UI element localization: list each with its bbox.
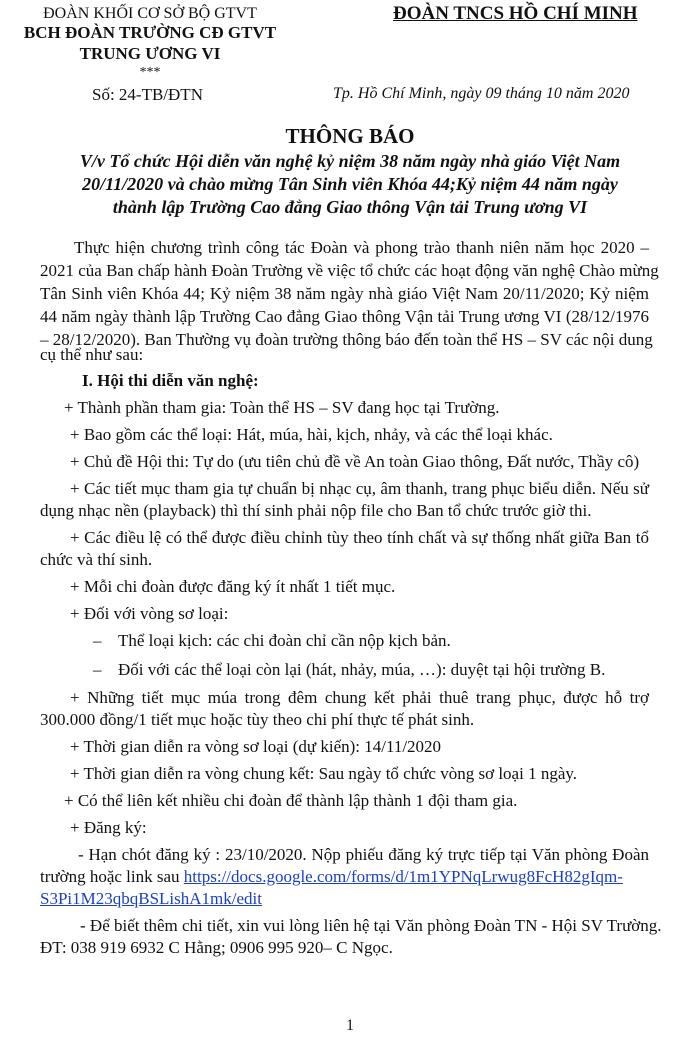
item-theme: + Chủ đề Hội thi: Tự do (ưu tiên chủ đề về An toàn Giao thông, Đất nước, Thầy cô) (70, 452, 640, 471)
item-contact: - Để biết thêm chi tiết, xin vui lòng liên hệ tại Văn phòng Đoàn TN - Hội SV Trường. (80, 916, 662, 935)
org-executive-board: BCH ĐOÀN TRƯỜNG CĐ GTVT (23, 23, 277, 42)
org-parent: ĐOÀN KHỐI CƠ SỞ BỘ GTVT (43, 5, 257, 22)
document-number: Số: 24-TB/ĐTN (92, 85, 203, 104)
org-school: TRUNG ƯƠNG VI (79, 44, 221, 63)
item-rules: + Các điều lệ có thể được điều chỉnh tùy theo tính chất và sự thống nhất giữa Ban tổ (70, 528, 649, 547)
item-preparation: + Các tiết mục tham gia tự chuẩn bị nhạc cụ, âm thanh, trang phục biểu diễn. Nếu sử (70, 479, 649, 498)
item-prelim-time: + Thời gian diễn ra vòng sơ loại (dự kiến): 14/11/2020 (70, 737, 442, 756)
page-number: 1 (346, 1017, 354, 1034)
header-stars: *** (139, 65, 161, 80)
intro-line: cụ thể như sau: (40, 345, 144, 364)
item-participants: + Thành phần tham gia: Toàn thể HS – SV đang học tại Trường. (64, 398, 500, 417)
registration-form-link-cont[interactable]: S3Pi1M23qbqBSLishA1mk/edit (40, 889, 262, 908)
subtitle-line: V/v Tổ chức Hội diễn văn nghệ kỷ niệm 38 năm ngày nhà giáo Việt Nam (79, 151, 621, 171)
subtitle-line: 20/11/2020 và chào mừng Tân Sinh viên Khóa 44;Kỷ niệm 44 năm ngày (82, 174, 618, 194)
section-heading: I. Hội thi diễn văn nghệ: (82, 371, 259, 390)
deadline-prefix: trường hoặc link sau (40, 867, 184, 886)
org-right-title: ĐOÀN TNCS HỒ CHÍ MINH (393, 3, 638, 24)
item-merge-teams: + Có thể liên kết nhiều chi đoàn để thành lập thành 1 đội tham gia. (64, 791, 518, 810)
item-prelim: + Đối với vòng sơ loại: (70, 604, 229, 623)
item-genres: + Bao gồm các thể loại: Hát, múa, hài, kịch, nhảy, và các thể loại khác. (70, 425, 553, 444)
item-rules-cont: chức và thí sinh. (40, 550, 153, 569)
place-date: Tp. Hồ Chí Minh, ngày 09 tháng 10 năm 2020 (333, 85, 630, 102)
item-min-entries: + Mỗi chi đoàn được đăng ký ít nhất 1 tiết mục. (70, 577, 396, 596)
item-costume-cont: 300.000 đồng/1 tiết mục hoặc tùy theo chi phí thực tế phát sinh. (40, 710, 475, 729)
intro-line: 2021 của Ban chấp hành Đoàn Trường về việc tổ chức các hoạt động văn nghệ Chào mừng (40, 261, 659, 280)
item-register: + Đăng ký: (70, 818, 147, 837)
subtitle-line: thành lập Trường Cao đẳng Giao thông Vận tải Trung ương VI (112, 197, 588, 217)
intro-line: 44 năm ngày thành lập Trường Cao đẳng Giao thông Vận tải Trung ương VI (28/12/1976 (40, 307, 649, 326)
item-deadline-cont (40, 867, 623, 887)
document-title: THÔNG BÁO (285, 124, 415, 148)
item-contact-phones: ĐT: 038 919 6932 C Hằng; 0906 995 920– C Ngọc. (40, 938, 393, 957)
item-costume: + Những tiết mục múa trong đêm chung kết phải thuê trang phục, được hỗ trợ (70, 688, 649, 707)
intro-line: Thực hiện chương trình công tác Đoàn và phong trào thanh niên năm học 2020 – (74, 238, 649, 257)
registration-form-link[interactable]: https://docs.google.com/forms/d/1m1YPNqLrwug8FcH82gIqm- (183, 867, 623, 886)
item-drama: Thể loại kịch: các chi đoàn chỉ cần nộp kịch bản. (118, 631, 451, 650)
dash-bullet: – (93, 631, 102, 650)
intro-line: – 28/12/2020). Ban Thường vụ đoàn trường thông báo đến toàn thể HS – SV các nội dung (40, 330, 653, 349)
item-preparation-cont: dụng nhạc nền (playback) thì thí sinh phải nộp file cho Ban tổ chức trước giờ thi. (40, 501, 592, 520)
dash-bullet: – (93, 660, 102, 679)
item-final-time: + Thời gian diễn ra vòng chung kết: Sau ngày tổ chức vòng sơ loại 1 ngày. (70, 764, 578, 783)
intro-line: Tân Sinh viên Khóa 44; Kỷ niệm 38 năm ngày nhà giáo Việt Nam 20/11/2020; Kỷ niệm (40, 284, 649, 303)
item-other-genres: Đối với các thể loại còn lại (hát, nhảy, múa, …): duyệt tại hội trường B. (118, 660, 606, 679)
item-deadline: - Hạn chót đăng ký : 23/10/2020. Nộp phiếu đăng ký trực tiếp tại Văn phòng Đoàn (78, 845, 649, 864)
